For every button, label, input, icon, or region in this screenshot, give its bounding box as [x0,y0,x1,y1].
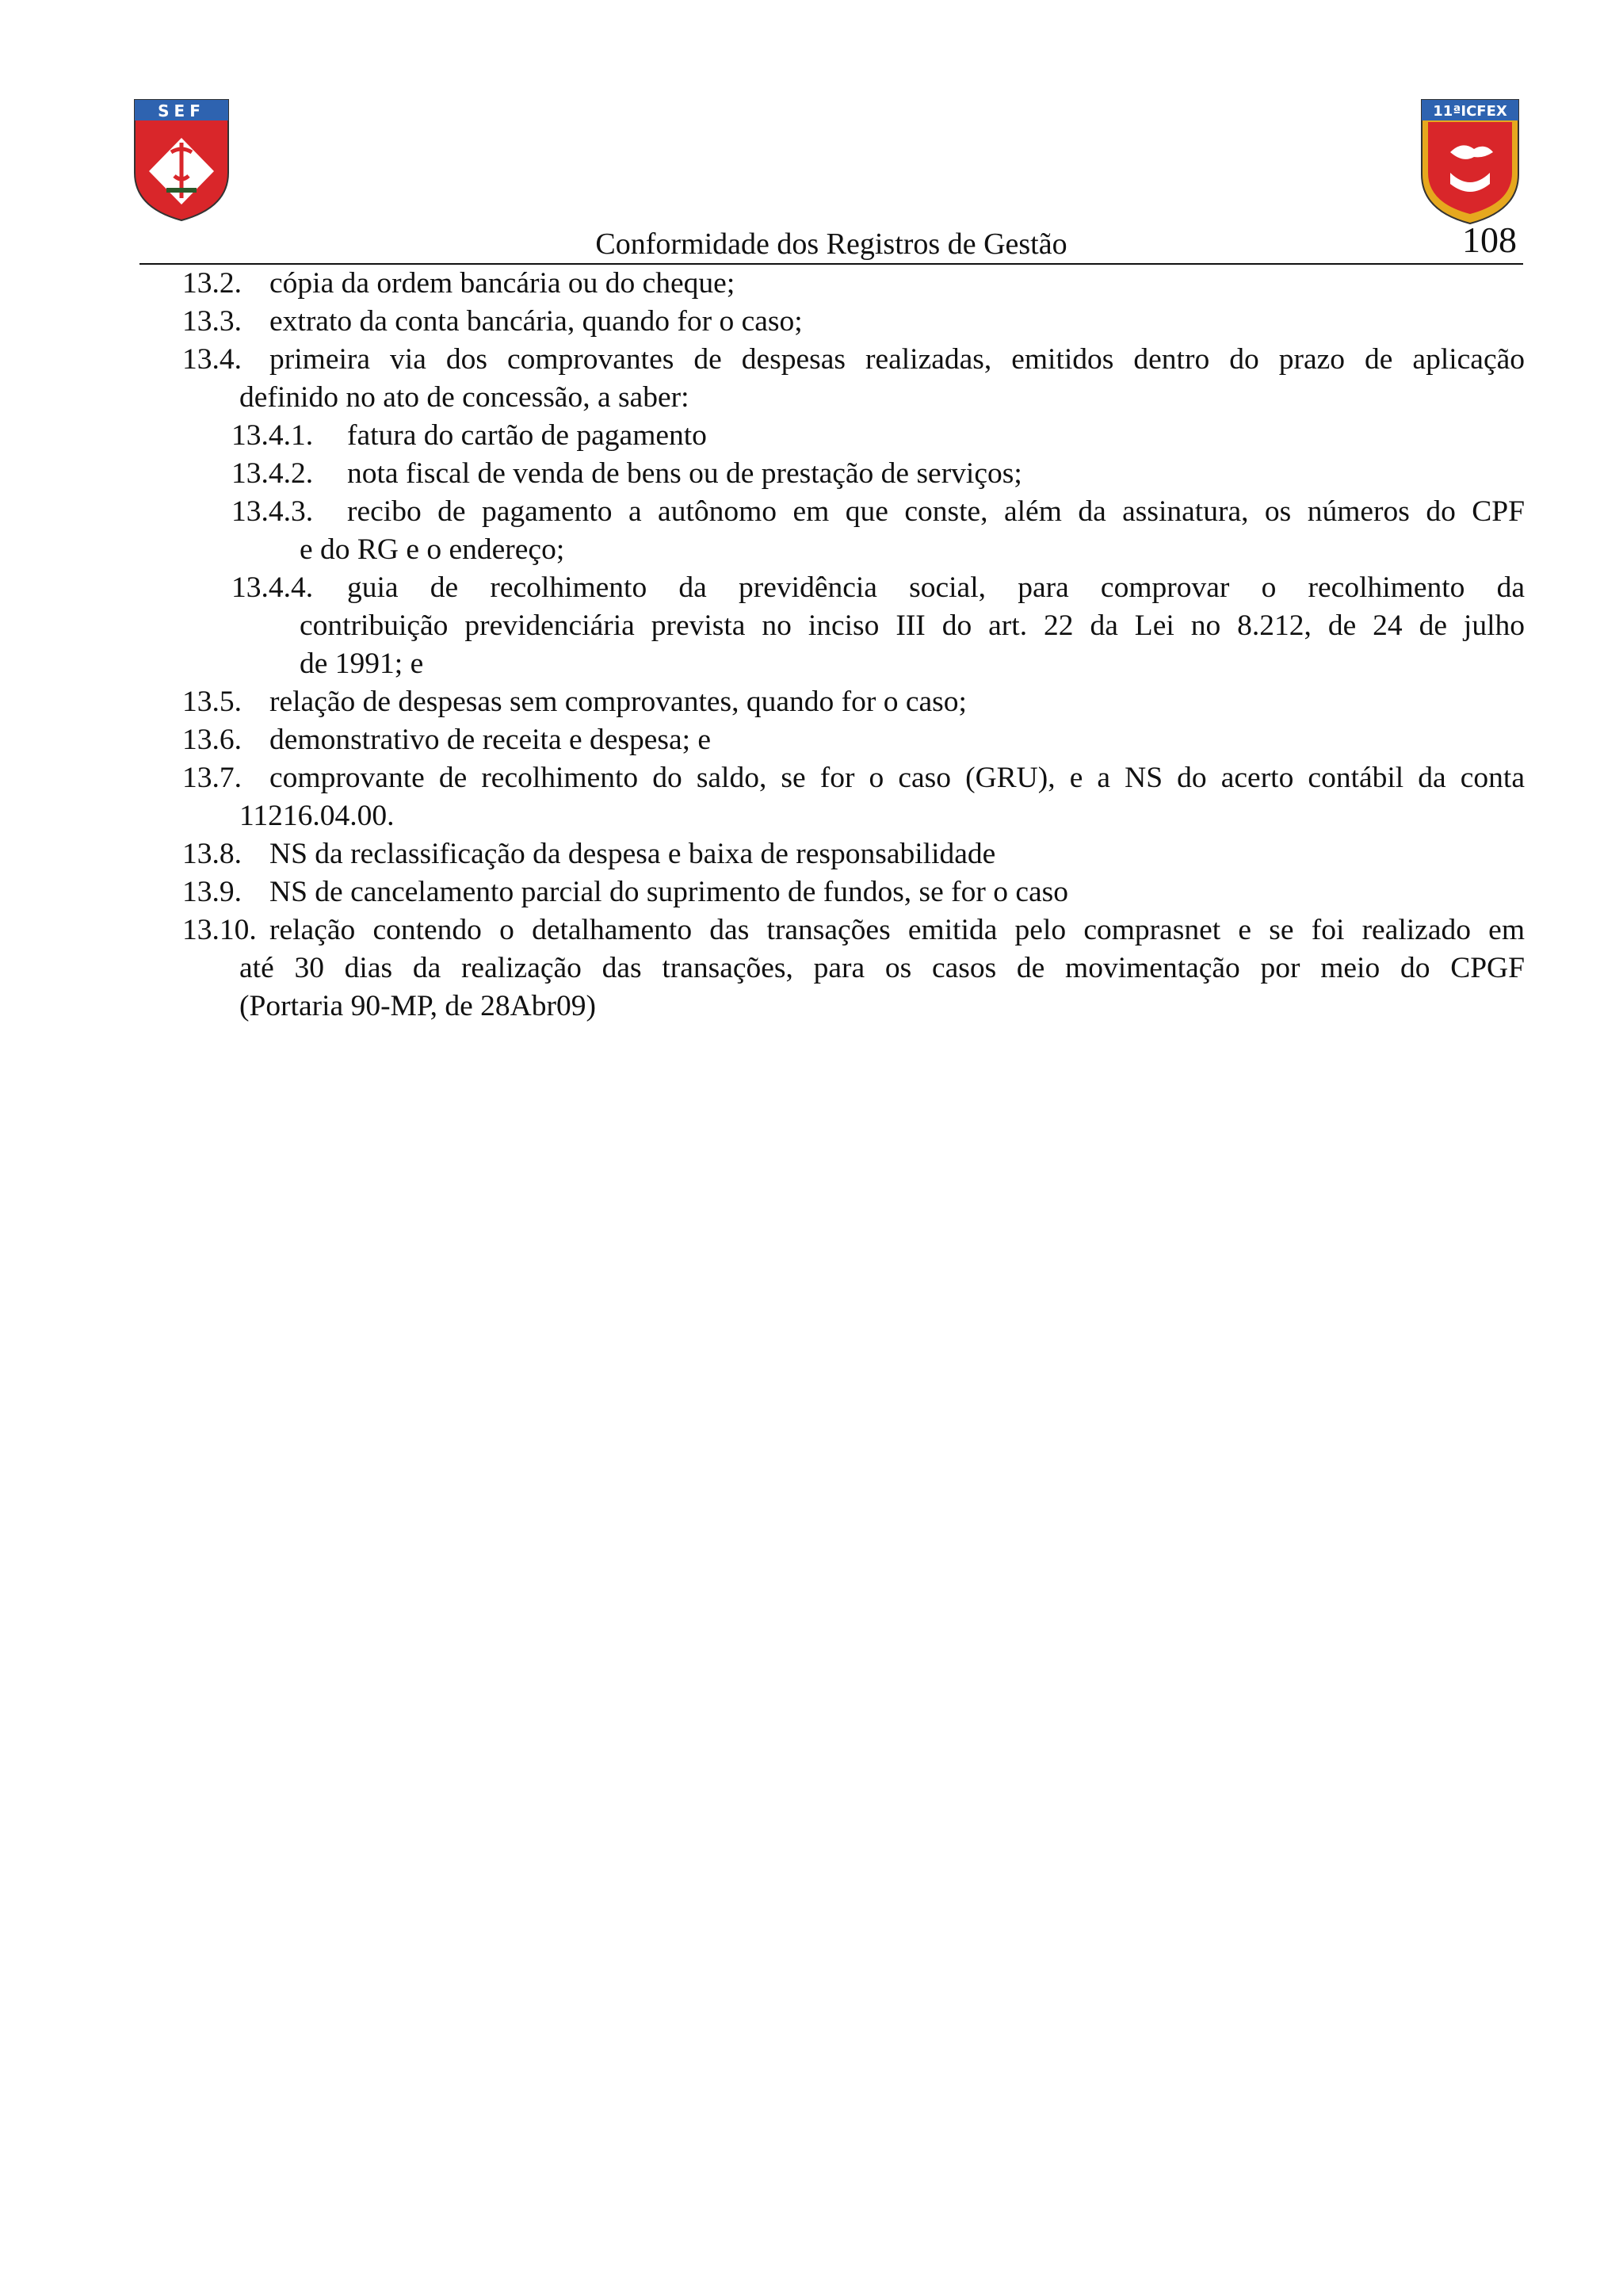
item-text-continuation: de 1991; e [300,648,424,680]
item-number: 13.8. [182,838,242,870]
item-text: extrato da conta bancária, quando for o caso; [269,305,803,338]
list-item [182,265,1525,303]
item-number: 13.6. [182,724,242,756]
item-number: 13.9. [182,876,242,908]
item-text-continuation: e do RG e o endereço; [300,533,565,566]
item-number: 13.3. [182,305,242,338]
item-number: 13.4.3. [231,495,314,528]
list-item [182,493,1525,569]
item-text: NS de cancelamento parcial do suprimento de fundos, se for o caso [269,876,1069,908]
item-text-continuation: 11216.04.00. [239,800,395,832]
sef-shield-logo [132,97,231,223]
list-item [182,911,1525,1026]
item-text-continuation: (Portaria 90-MP, de 28Abr09) [239,990,596,1022]
item-number: 13.5. [182,686,242,718]
item-number: 13.4.4. [231,571,314,604]
item-text-continuation: contribuição previdenciária prevista no inciso III do art. 22 da Lei no 8.212, de 24 de julho [300,609,1525,642]
list-item [182,569,1525,683]
item-text: guia de recolhimento da previdência social, para comprovar o recolhimento da [347,571,1525,604]
list-item [182,721,1525,759]
item-number: 13.10. [182,914,257,946]
item-text: NS da reclassificação da despesa e baixa de responsabilidade [269,838,996,870]
item-text: relação de despesas sem comprovantes, quando for o caso; [269,686,967,718]
sef-logo-text: SEF [158,101,205,120]
list-item [182,683,1525,721]
item-text: nota fiscal de venda de bens ou de prestação de serviços; [347,457,1022,490]
list-item [182,835,1525,873]
item-number: 13.4. [182,343,242,376]
item-text: comprovante de recolhimento do saldo, se for o caso (GRU), e a NS do acerto contábil da conta [269,762,1525,794]
list-item [182,417,1525,455]
list-item [182,873,1525,911]
item-text: demonstrativo de receita e despesa; e [269,724,712,756]
item-text: cópia da ordem bancária ou do cheque; [269,267,735,300]
item-text-continuation: definido no ato de concessão, a saber: [239,381,689,414]
item-text-continuation: até 30 dias da realização das transações, para os casos de movimentação por meio do CPGF [239,952,1525,984]
page-number: 108 [1462,220,1517,260]
item-text: primeira via dos comprovantes de despesas realizadas, emitidos dentro do prazo de aplicação [269,343,1525,376]
item-number: 13.4.1. [231,419,314,452]
list-item [182,759,1525,835]
list-item [182,455,1525,493]
item-number: 13.2. [182,267,242,300]
item-text: recibo de pagamento a autônomo em que conste, além da assinatura, os números do CPF [347,495,1525,528]
list-item [182,303,1525,341]
item-number: 13.7. [182,762,242,794]
item-text: fatura do cartão de pagamento [347,419,707,452]
item-number: 13.4.2. [231,457,314,490]
item-text: relação contendo o detalhamento das transações emitida pelo comprasnet e se foi realizado em [269,914,1525,946]
icfex-shield-logo [1419,97,1522,227]
header-title: Conformidade dos Registros de Gestão [595,227,1067,261]
page-header [139,220,1523,265]
document-body [182,265,1525,1026]
list-item [182,341,1525,417]
icfex-logo-text: 11ªICFEX [1433,103,1507,120]
